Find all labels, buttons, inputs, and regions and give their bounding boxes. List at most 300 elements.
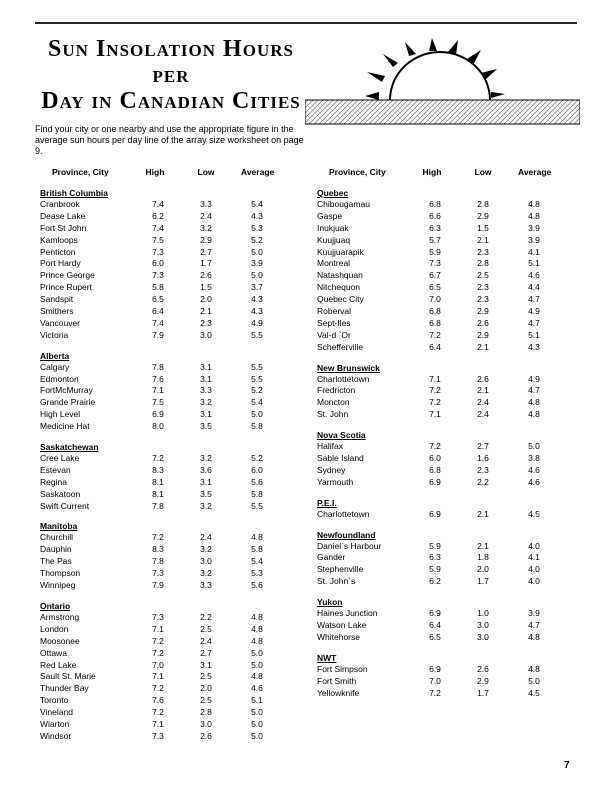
high-cell: 7.2 — [152, 707, 164, 718]
table-row — [40, 223, 280, 235]
high-cell: 7.9 — [152, 329, 164, 340]
city-cell: Winnipeg — [40, 580, 76, 591]
low-cell: 2.1 — [477, 508, 489, 519]
high-cell: 7.2 — [429, 441, 441, 452]
low-cell: 2.2 — [200, 611, 212, 622]
city-cell: Calgary — [40, 361, 70, 372]
city-cell: Fredricton — [317, 385, 356, 396]
average-cell: 4.6 — [528, 464, 540, 475]
table-row — [317, 247, 557, 259]
header-low: Low — [474, 167, 492, 177]
city-cell: Kuujjuarapik — [317, 246, 364, 257]
city-cell: Charlottetown — [317, 508, 370, 519]
average-cell: 4.8 — [528, 663, 540, 674]
average-cell: 4.0 — [528, 540, 540, 551]
high-cell: 8.0 — [152, 421, 164, 432]
city-cell: Prince Rupert — [40, 282, 92, 293]
average-cell: 4.4 — [528, 282, 540, 293]
table-row — [40, 294, 280, 306]
average-cell: 4.8 — [251, 532, 263, 543]
average-cell: 4.1 — [528, 552, 540, 563]
high-cell: 7.8 — [152, 361, 164, 372]
section-gap — [317, 588, 557, 595]
low-cell: 2.6 — [200, 730, 212, 741]
high-cell: 6.4 — [429, 620, 441, 631]
average-cell: 5.1 — [528, 329, 540, 340]
average-cell: 3.9 — [528, 234, 540, 245]
city-cell: Prince George — [40, 270, 95, 281]
low-cell: 1.6 — [477, 453, 489, 464]
city-cell: Dease Lake — [40, 210, 86, 221]
city-cell: Ottawa — [40, 647, 67, 658]
high-cell: 5.9 — [429, 540, 441, 551]
table-row — [40, 330, 280, 342]
low-cell: 3.2 — [200, 568, 212, 579]
city-cell: Daniel`s Harbour — [317, 540, 382, 551]
average-cell: 5.1 — [251, 695, 263, 706]
average-cell: 3.9 — [528, 608, 540, 619]
high-cell: 7.1 — [152, 718, 164, 729]
city-cell: Sydney — [317, 464, 346, 475]
high-cell: 6.8 — [429, 464, 441, 475]
city-cell: Armstrong — [40, 611, 80, 622]
average-cell: 5.0 — [251, 718, 263, 729]
low-cell: 1.7 — [477, 576, 489, 587]
high-cell: 6.9 — [429, 508, 441, 519]
right-column — [317, 167, 557, 700]
top-rule — [35, 22, 577, 24]
table-row — [317, 318, 557, 330]
low-cell: 2.0 — [200, 294, 212, 305]
table-row — [317, 620, 557, 632]
low-cell: 2.1 — [477, 540, 489, 551]
high-cell: 7.8 — [152, 556, 164, 567]
low-cell: 3.1 — [200, 476, 212, 487]
high-cell: 7.3 — [152, 611, 164, 622]
city-cell: Whitehorse — [317, 631, 360, 642]
average-cell: 5.5 — [251, 373, 263, 384]
table-row — [317, 576, 557, 588]
section-gap — [317, 489, 557, 496]
low-cell: 2.3 — [477, 246, 489, 257]
table-row — [317, 632, 557, 644]
low-cell: 3.6 — [200, 464, 212, 475]
table-row — [40, 453, 280, 465]
low-cell: 1.8 — [477, 552, 489, 563]
page-title — [35, 36, 307, 114]
low-cell: 1.7 — [477, 687, 489, 698]
average-cell: 4.3 — [251, 210, 263, 221]
average-cell: 5.4 — [251, 199, 263, 209]
low-cell: 2.9 — [477, 675, 489, 686]
table-row — [317, 409, 557, 421]
city-cell: Edmonton — [40, 373, 79, 384]
high-cell: 5.9 — [429, 564, 441, 575]
low-cell: 1.5 — [477, 222, 489, 233]
average-cell: 5.0 — [251, 409, 263, 420]
title-line-1: Sun Insolation Hours — [48, 36, 294, 62]
high-cell: 8.1 — [152, 488, 164, 499]
header-city: Province, City — [329, 167, 386, 177]
high-cell: 5.7 — [429, 234, 441, 245]
high-cell: 7.2 — [429, 385, 441, 396]
table-row — [317, 235, 557, 247]
low-cell: 3.5 — [200, 488, 212, 499]
city-cell: Moncton — [317, 397, 350, 408]
table-row — [40, 397, 280, 409]
high-cell: 8.3 — [152, 464, 164, 475]
high-cell: 6.9 — [429, 476, 441, 487]
province-heading: Quebec — [317, 188, 349, 198]
low-cell: 2.4 — [200, 635, 212, 646]
right-table-body — [317, 187, 557, 700]
table-row — [40, 211, 280, 223]
city-cell: Schefferville — [317, 341, 364, 352]
table-row — [40, 270, 280, 282]
average-cell: 5.5 — [251, 500, 263, 511]
province-heading: Ontario — [40, 600, 71, 611]
low-cell: 3.5 — [200, 421, 212, 432]
city-cell: Nitchequon — [317, 282, 361, 293]
high-cell: 7.2 — [152, 683, 164, 694]
high-cell: 7.1 — [152, 623, 164, 634]
low-cell: 3.0 — [477, 631, 489, 642]
high-cell: 6.9 — [152, 409, 164, 420]
high-cell: 7.2 — [152, 453, 164, 464]
title-line-2: per — [152, 62, 190, 88]
header-average: Average — [518, 167, 552, 177]
high-cell: 6.3 — [429, 222, 441, 233]
high-cell: 7.5 — [152, 234, 164, 245]
city-cell: Kamloops — [40, 234, 78, 245]
high-cell: 7.1 — [152, 671, 164, 682]
city-cell: Quebec City — [317, 294, 364, 305]
low-cell: 2.4 — [200, 532, 212, 543]
high-cell: 7.0 — [429, 294, 441, 305]
low-cell: 2.4 — [477, 397, 489, 408]
city-cell: Sable Island — [317, 453, 364, 464]
city-cell: Cranbrook — [40, 199, 80, 209]
average-cell: 4.8 — [528, 210, 540, 221]
table-row — [317, 330, 557, 342]
low-cell: 2.6 — [477, 373, 489, 384]
average-cell: 5.0 — [528, 675, 540, 686]
high-cell: 6.3 — [429, 552, 441, 563]
average-cell: 5.0 — [528, 441, 540, 452]
table-row — [317, 294, 557, 306]
table-row — [317, 477, 557, 489]
section-gap — [40, 342, 280, 349]
low-cell: 2.9 — [477, 210, 489, 221]
low-cell: 2.4 — [200, 210, 212, 221]
city-cell: Inukjuak — [317, 222, 349, 233]
city-cell: Sandspit — [40, 294, 74, 305]
table-row — [40, 477, 280, 489]
average-cell: 5.0 — [251, 730, 263, 741]
high-cell: 8.1 — [152, 476, 164, 487]
city-cell: Thunder Bay — [40, 683, 89, 694]
table-row — [40, 624, 280, 636]
average-cell: 4.7 — [528, 385, 540, 396]
high-cell: 7.3 — [429, 258, 441, 269]
low-cell: 2.3 — [477, 294, 489, 305]
city-cell: Thompson — [40, 568, 81, 579]
header-low: Low — [197, 167, 215, 177]
low-cell: 1.5 — [200, 282, 212, 293]
table-row — [317, 688, 557, 700]
table-row — [317, 441, 557, 453]
low-cell: 2.8 — [477, 258, 489, 269]
table-row — [317, 541, 557, 553]
table-row — [40, 258, 280, 270]
average-cell: 5.0 — [251, 647, 263, 658]
average-cell: 4.3 — [251, 294, 263, 305]
header-city: Province, City — [52, 167, 109, 177]
average-cell: 5.3 — [251, 222, 263, 233]
city-cell: Gander — [317, 552, 346, 563]
table-row — [40, 683, 280, 695]
high-cell: 6.0 — [429, 453, 441, 464]
low-cell: 2.8 — [477, 199, 489, 209]
high-cell: 6.9 — [429, 608, 441, 619]
high-cell: 7.1 — [152, 385, 164, 396]
average-cell: 4.9 — [528, 373, 540, 384]
city-cell: Sault St. Marie — [40, 671, 96, 682]
table-row — [317, 199, 557, 211]
table-row — [40, 199, 280, 211]
low-cell: 2.3 — [200, 317, 212, 328]
city-cell: Grande Prairie — [40, 397, 96, 408]
average-cell: 3.8 — [528, 453, 540, 464]
table-row — [40, 695, 280, 707]
average-cell: 4.7 — [528, 620, 540, 631]
average-cell: 4.9 — [251, 317, 263, 328]
city-cell: Chibougamau — [317, 199, 370, 209]
low-cell: 2.9 — [477, 329, 489, 340]
high-cell: 7.1 — [429, 373, 441, 384]
province-heading: Nova Scotia — [317, 430, 366, 441]
average-cell: 4.8 — [528, 199, 540, 209]
average-cell: 5.8 — [251, 488, 263, 499]
low-cell: 2.1 — [477, 385, 489, 396]
low-cell: 3.0 — [200, 556, 212, 567]
high-cell: 6.8 — [429, 199, 441, 209]
high-cell: 5.8 — [152, 282, 164, 293]
left-column — [40, 167, 280, 743]
low-cell: 2.6 — [200, 270, 212, 281]
low-cell: 3.1 — [200, 373, 212, 384]
table-row — [317, 223, 557, 235]
low-cell: 3.3 — [200, 199, 212, 209]
low-cell: 2.8 — [200, 707, 212, 718]
low-cell: 2.3 — [477, 282, 489, 293]
city-cell: Port Hardy — [40, 258, 81, 269]
table-row — [317, 270, 557, 282]
table-row — [317, 282, 557, 294]
section-gap — [317, 521, 557, 528]
city-cell: Yarmouth — [317, 476, 354, 487]
average-cell: 5.3 — [251, 568, 263, 579]
section-gap — [40, 592, 280, 599]
low-cell: 3.1 — [200, 361, 212, 372]
city-cell: Charlottetown — [317, 373, 370, 384]
low-cell: 1.7 — [200, 258, 212, 269]
city-cell: Gaspe — [317, 210, 343, 221]
city-cell: The Pas — [40, 556, 72, 567]
low-cell: 2.1 — [200, 306, 212, 317]
table-row — [40, 648, 280, 660]
low-cell: 2.7 — [200, 246, 212, 257]
table-row — [317, 306, 557, 318]
city-cell: Yellowknife — [317, 687, 360, 698]
high-cell: 7.6 — [152, 373, 164, 384]
high-cell: 6.4 — [429, 341, 441, 352]
table-row — [40, 318, 280, 330]
city-cell: Kuujjuaq — [317, 234, 351, 245]
low-cell: 3.2 — [200, 544, 212, 555]
high-cell: 8.3 — [152, 544, 164, 555]
table-row — [317, 465, 557, 477]
table-header — [317, 167, 557, 179]
high-cell: 7.3 — [152, 246, 164, 257]
high-cell: 6.7 — [429, 270, 441, 281]
city-cell: Medicine Hat — [40, 421, 90, 432]
average-cell: 5.5 — [251, 329, 263, 340]
low-cell: 2.5 — [200, 695, 212, 706]
section-gap — [40, 512, 280, 519]
average-cell: 4.7 — [528, 294, 540, 305]
low-cell: 2.1 — [477, 341, 489, 352]
table-row — [40, 660, 280, 672]
average-cell: 3.9 — [528, 222, 540, 233]
province-heading: Manitoba — [40, 521, 78, 532]
table-row — [317, 608, 557, 620]
high-cell: 7.2 — [429, 397, 441, 408]
table-row — [317, 258, 557, 270]
low-cell: 2.0 — [477, 564, 489, 575]
city-cell: Moosonee — [40, 635, 80, 646]
high-cell: 7.2 — [429, 687, 441, 698]
high-cell: 7.6 — [152, 695, 164, 706]
table-row — [317, 211, 557, 223]
city-cell: Vancouver — [40, 317, 81, 328]
table-row — [317, 385, 557, 397]
high-cell: 6.9 — [429, 663, 441, 674]
section-gap — [317, 644, 557, 651]
table-row — [317, 676, 557, 688]
high-cell: 6.6 — [429, 210, 441, 221]
city-cell: London — [40, 623, 69, 634]
table-row — [40, 731, 280, 743]
section-gap — [40, 433, 280, 440]
average-cell: 4.6 — [251, 683, 263, 694]
low-cell: 2.5 — [477, 270, 489, 281]
low-cell: 2.5 — [200, 623, 212, 634]
high-cell: 7.9 — [152, 580, 164, 591]
city-cell: Roberval — [317, 306, 352, 317]
high-cell: 7.5 — [152, 397, 164, 408]
city-cell: FortMcMurray — [40, 385, 93, 396]
city-cell: High Level — [40, 409, 81, 420]
average-cell: 3.9 — [251, 258, 263, 269]
high-cell: 7.2 — [152, 532, 164, 543]
table-row — [317, 509, 557, 521]
high-cell: 7.2 — [152, 635, 164, 646]
low-cell: 2.4 — [477, 409, 489, 420]
table-row — [40, 465, 280, 477]
average-cell: 5.1 — [528, 258, 540, 269]
average-cell: 4.3 — [251, 306, 263, 317]
low-cell: 3.0 — [477, 620, 489, 631]
city-cell: Dauphin — [40, 544, 72, 555]
table-row — [40, 247, 280, 259]
city-cell: Toronto — [40, 695, 69, 706]
low-cell: 3.0 — [200, 329, 212, 340]
low-cell: 3.2 — [200, 453, 212, 464]
table-row — [40, 362, 280, 374]
average-cell: 4.8 — [251, 671, 263, 682]
high-cell: 7.4 — [152, 199, 164, 209]
city-cell: Fort St John — [40, 222, 87, 233]
city-cell: Montreal — [317, 258, 351, 269]
high-cell: 6.2 — [429, 576, 441, 587]
average-cell: 5.0 — [251, 270, 263, 281]
city-cell: St. John — [317, 409, 349, 420]
table-row — [317, 374, 557, 386]
low-cell: 3.3 — [200, 385, 212, 396]
average-cell: 5.8 — [251, 544, 263, 555]
table-row — [317, 552, 557, 564]
city-cell: St. John`s — [317, 576, 356, 587]
city-cell: Natashquan — [317, 270, 363, 281]
province-heading: Alberta — [40, 350, 70, 361]
average-cell: 5.4 — [251, 556, 263, 567]
table-row — [40, 580, 280, 592]
table-row — [40, 409, 280, 421]
city-cell: Churchill — [40, 532, 74, 543]
low-cell: 2.1 — [477, 234, 489, 245]
high-cell: 7.4 — [152, 222, 164, 233]
average-cell: 5.0 — [251, 659, 263, 670]
high-cell: 6.5 — [429, 631, 441, 642]
average-cell: 5.0 — [251, 707, 263, 718]
table-row — [40, 385, 280, 397]
low-cell: 2.6 — [477, 317, 489, 328]
average-cell: 4.0 — [528, 576, 540, 587]
table-row — [40, 501, 280, 513]
title-line-3: Day in Canadian Cities — [41, 88, 301, 114]
province-heading: NWT — [317, 652, 337, 663]
table-row — [40, 707, 280, 719]
high-cell: 5.9 — [429, 246, 441, 257]
province-heading: P.E.I. — [317, 497, 337, 508]
average-cell: 5.2 — [251, 385, 263, 396]
high-cell: 7.3 — [152, 730, 164, 741]
table-row — [317, 564, 557, 576]
province-heading: New Brunswick — [317, 362, 380, 373]
high-cell: 6.5 — [429, 282, 441, 293]
low-cell: 2.3 — [477, 464, 489, 475]
average-cell: 5.0 — [251, 246, 263, 257]
low-cell: 3.3 — [200, 580, 212, 591]
high-cell: 7.3 — [152, 270, 164, 281]
city-cell: Stephenville — [317, 564, 364, 575]
header-high: High — [145, 167, 165, 177]
city-cell: Vineland — [40, 707, 73, 718]
low-cell: 2.7 — [477, 441, 489, 452]
low-cell: 2.5 — [200, 671, 212, 682]
city-cell: Sept-Iles — [317, 317, 351, 328]
